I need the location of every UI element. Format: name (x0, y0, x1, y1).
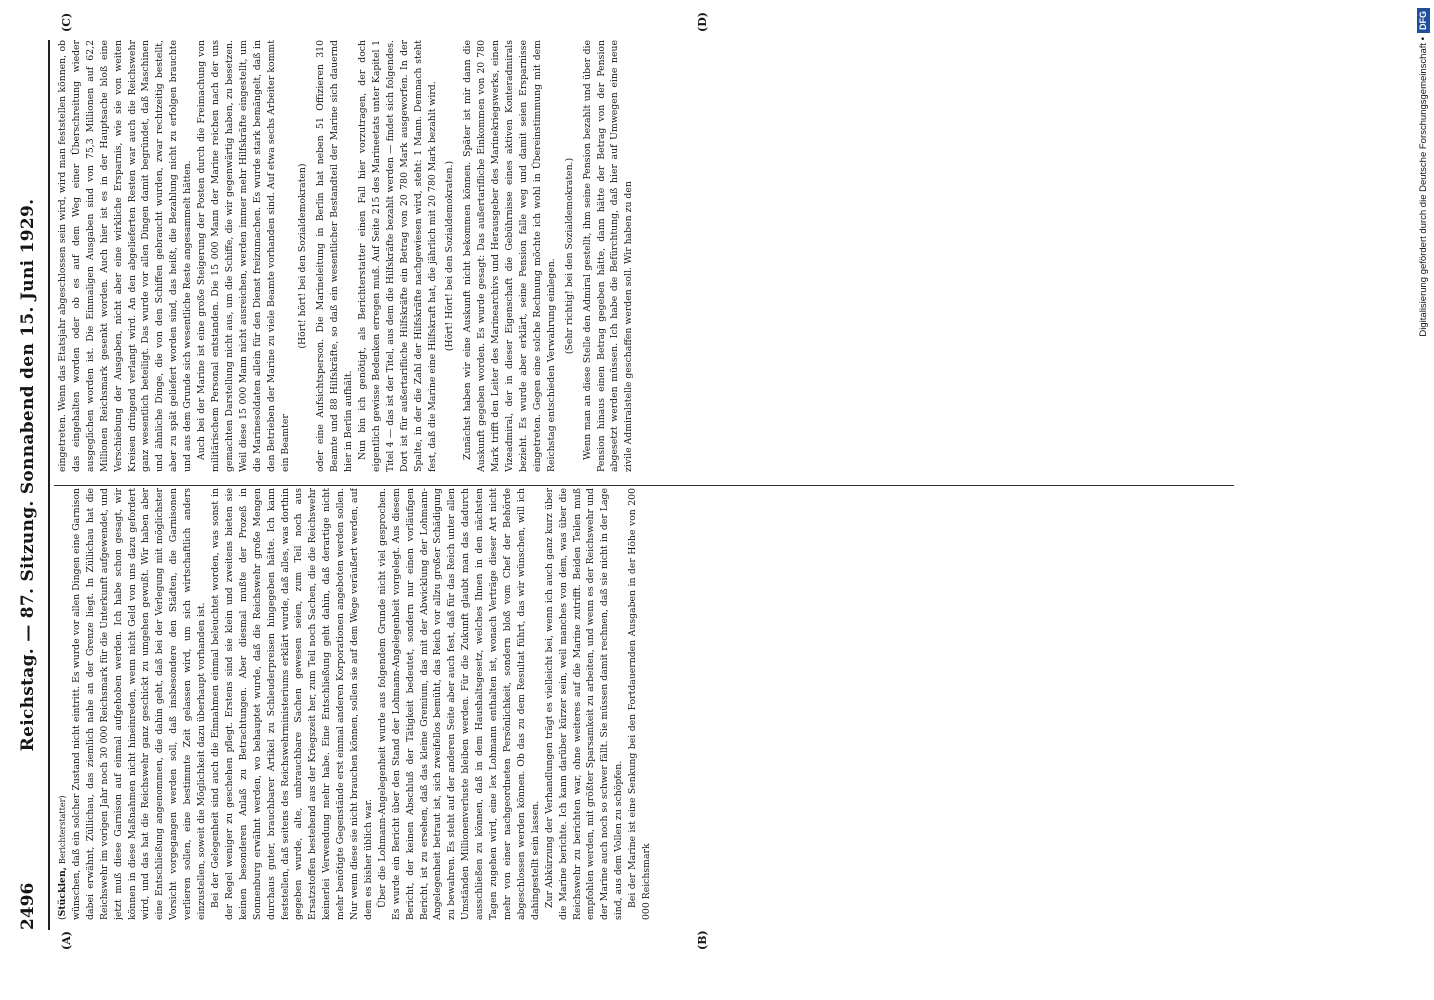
digitization-note (1414, 0, 1434, 1000)
speaker-line: (Stücklen, Berichterstatter) (57, 795, 68, 920)
column-divider (54, 485, 1234, 486)
digitization-strip (1414, 0, 1434, 1000)
interjection: (Sehr richtig! bei den Sozialdemokraten.) (563, 157, 575, 355)
page-header (12, 40, 52, 930)
margin-label-d: (D) (696, 12, 709, 32)
right-column (56, 40, 1226, 472)
paragraph: Auch bei der Marine ist eine große Steigerung der Posten durch die Freimachung von militärischem Personal entstanden. Die 15 000 Mann der Marine reichen nach der uns gemachten Darstellung nicht aus, um die Schiffe, die wir gegenwärtig haben, zu besetzen. Weil diese 15 000 Mann nicht ausreichen, werden immer mehr Hilfskräfte eingestellt, um die Marinesoldaten allein für den Dienst freizumachen. Es wurde stark bemängelt, daß in den Betrieben der Marine zu viele Beamte vorhanden sind. Auf etwa sechs Arbeiter kommt ein Beamter (196, 40, 291, 472)
paragraph: Zunächst haben wir eine Auskunft nicht bekommen können. Später ist mir dann die Auskunft gegeben worden. Es wurde gesagt: Das außertarifliche Einkommen von 20 780 Mark trifft den Leiter des Marinearchivs und Herausgeber des Marinekriegswerks, einen Vizeadmiral, der in dieser Eigenschaft die Gebührnisse eines aktiven Konteradmirals bezieht. Es wurde aber erklärt, seine Pension falle weg und damit seien Ersparnisse eingetreten. Gegen eine solche Rechnung möchte ich wohl in Übereinstimmung mit dem Reichstag entschieden Verwahrung einlegen. (462, 40, 557, 472)
paragraph: eingetreten. Wenn das Etatsjahr abgeschlossen sein wird, wird man feststellen können, ob das eingehalten worden oder ob es auf dem Weg einer Überschreitung wieder ausgeglichen worden ist. Die Einmaligen Ausgaben sind von 75,3 Millionen auf 62,2 Millionen Reichsmark gesenkt worden. Auch hier ist es in der Hauptsache bloß eine Verschiebung der Ausgaben, nicht aber eine wirkliche Ersparnis, wie sie von weiten Kreisen dringend verlangt wird. An den abgelieferten Resten war auch die Reichswehr ganz wesentlich beteiligt. Das wurde vor allen Dingen damit begründet, daß Maschinen und ähnliche Dinge, die von den Schiffen gebraucht wurden, zwar rechtzeitig bestellt, aber zu spät geliefert worden sind, das heißt, die Bezahlung nicht zu erfolgen brauchte und aus dem Grunde sich wesentliche Reste angesammelt hätten. (57, 40, 194, 472)
paragraph: wünschen, daß ein solcher Zustand nicht eintritt. Es wurde vor allen Dingen eine Garnison dabei erwähnt, Züllichau, das ziemlich nahe an der Grenze liegt. In Züllichau hat die Reichswehr im vorigen Jahr noch 30 000 Reichsmark für die Unterkunft aufgewendet, und jetzt muß diese Garnison auf einmal aufgehoben werden. Ich habe schon gesagt, wir können in diese Maßnahmen nicht hineinreden, wenn nicht Geld von uns dazu gefordert wird, und das hat die Reichswehr ganz geschickt zu umgehen gewußt. Wir haben aber eine Entschließung angenommen, die dahin geht, daß bei der Verlegung mit möglichster Vorsicht vorgegangen werden soll, daß insbesondere den Städten, die Garnisonen verlieren sollen, eine bestimmte Zeit gelassen wird, um sich wirtschaftlich anders einzustellen, soweit die Möglichkeit dazu überhaupt vorhanden ist. (70, 488, 208, 920)
paragraph: Zur Abkürzung der Verhandlungen trägt es vielleicht bei, wenn ich auch ganz kurz über die Marine berichte. Ich kann darüber kürzer sein, weil manches von dem, was über die Reichswehr zu berichten war, ohne weiteres auf die Marine zutrifft. Beiden Teilen muß empfohlen werden, mit größter Sparsamkeit zu arbeiten, und wenn es der Reichswehr und der Marine auch noch so schwer fällt. Sie müssen damit rechnen, daß sie nicht in der Lage sind, aus dem Vollen zu schöpfen. (543, 488, 625, 920)
paragraph: Wenn man an diese Stelle den Admiral gestellt, ihm seine Pension bezahlt und über die Pension hinaus einen Betrag gegeben hätte, dann hätte der Betrag von der Pension abgesetzt werden müssen. Ich habe die Befürchtung, daß hier auf Umwegen eine neue zivile Admiralstelle geschaffen werden soll. Wir haben zu den (581, 40, 635, 472)
speaker-name: Stücklen, (57, 867, 68, 917)
paragraph: Bei der Marine ist eine Senkung bei den Fortdauernden Ausgaben in der Höhe von 200 000 Reichsmark (627, 488, 653, 920)
paragraph: Über die Lohmann-Angelegenheit wurde aus folgendem Grunde nicht viel gesprochen. Es wurde ein Bericht über den Stand der Lohmann-Angelegenheit vorgelegt. Aus diesem Bericht, der keinen Abschluß der Tätigkeit bedeutet, sondern nur einen vorläufigen Bericht, ist zu ersehen, daß das kleine Gremium, das mit der Abwicklung der Lohmann-Angelegenheit betraut ist, sich zweifellos bemüht, das Reich vor allzu großer Schädigung zu bewahren. Es steht auf der anderen Seite aber auch fest, daß für das Reich unter allen Umständen Millionenverluste bleiben werden. Für die Zukunft glaubt man das dadurch ausschließen zu können, daß in dem Haushaltsgesetz, welches Ihnen in den nächsten Tagen zugehen wird, eine lex Lohmann enthalten ist, wonach Verträge dieser Art nicht mehr von einer nachgeordneten Persönlichkeit, sondern bloß vom Chef der Behörde abgeschlossen werden können. Ob das zu dem Resultat führt, das wir wünschen, will ich dahingestellt sein lassen. (376, 488, 541, 920)
paragraph: Nun bin ich genötigt, als Berichterstatter einen Fall hier vorzutragen, der doch eigentlich gewisse Bedenken erregen muß. Auf Seite 215 des Marineetats unter Kapitel 1 Titel 4 — das ist der Titel, aus dem die Hilfskräfte bezahlt werden — findet sich folgendes. Dort ist für außertarifliche Hilfskräfte ein Betrag von 20 780 Mark ausgeworfen. In der Spalte, in der die Zahl der Hilfskräfte nachgewiesen wird, steht: 1 Mann. Demnach steht fest, daß die Marine eine Hilfskraft hat, die jährlich mit 20 780 Mark bezahlt wird. (357, 40, 438, 472)
paragraph: oder eine Aufsichtsperson. Die Marineleitung in Berlin hat neben 51 Offizieren 310 Beamte und 88 Hilfskräfte, so daß ein wesentlicher Bestandteil der Marine sich dauernd hier in Berlin aufhält. (315, 40, 355, 472)
dfg-logo: DFG (1417, 8, 1430, 33)
header-rule (48, 40, 50, 930)
paragraph: Bei der Gelegenheit sind auch die Einnahmen einmal beleuchtet worden, was sonst in der Regel weniger zu geschehen pflegt. Erstens sind sie klein und zweitens bieten sie keinen besonderen Anlaß zu Betrachtungen. Aber diesmal mußte der Prozeß in Sonnenburg erwähnt werden, wo behauptet wurde, daß die Reichswehr große Mengen durchaus guter, brauchbarer Artikel zu Schleuderpreisen hingegeben hätte. Ich kann feststellen, daß seitens des Reichswehrministeriums erklärt wurde, daß alles, was dorthin gegeben wurde, alte, unbrauchbare Sachen gewesen seien, zum Teil noch aus Ersatzstoffen bestehend aus der Kriegszeit her, zum Teil noch Sachen, die die Reichswehr keinerlei Verwendung mehr habe. Eine Entschließung geht dahin, daß derartige nicht mehr benötigte Gegenstände erst einmal anderen Korporationen angeboten werden sollen. Nur wenn diese sie nicht brauchen können, sollen sie auf dem Wege veräußert werden, auf dem es bisher üblich war. (209, 488, 374, 920)
interjection: (Hört! Hört! bei den Sozialdemokraten.) (444, 160, 456, 352)
left-column (56, 488, 1226, 920)
margin-label-a: (A) (60, 931, 73, 950)
page-number: 2496 (18, 882, 38, 930)
speaker-role: Berichterstatter) (58, 795, 67, 865)
margin-label-c: (C) (60, 12, 73, 32)
interjection: (Hört! hört! bei den Sozialdemokraten) (297, 163, 309, 349)
margin-label-b: (B) (696, 930, 709, 950)
header-title: Reichstag. — 87. Sitzung. Sonnabend den 15. Juni 1929. (18, 198, 38, 752)
digitization-text: Digitalisierung gefördert durch die Deutsche Forschungsgemeinschaft • (1418, 37, 1429, 337)
